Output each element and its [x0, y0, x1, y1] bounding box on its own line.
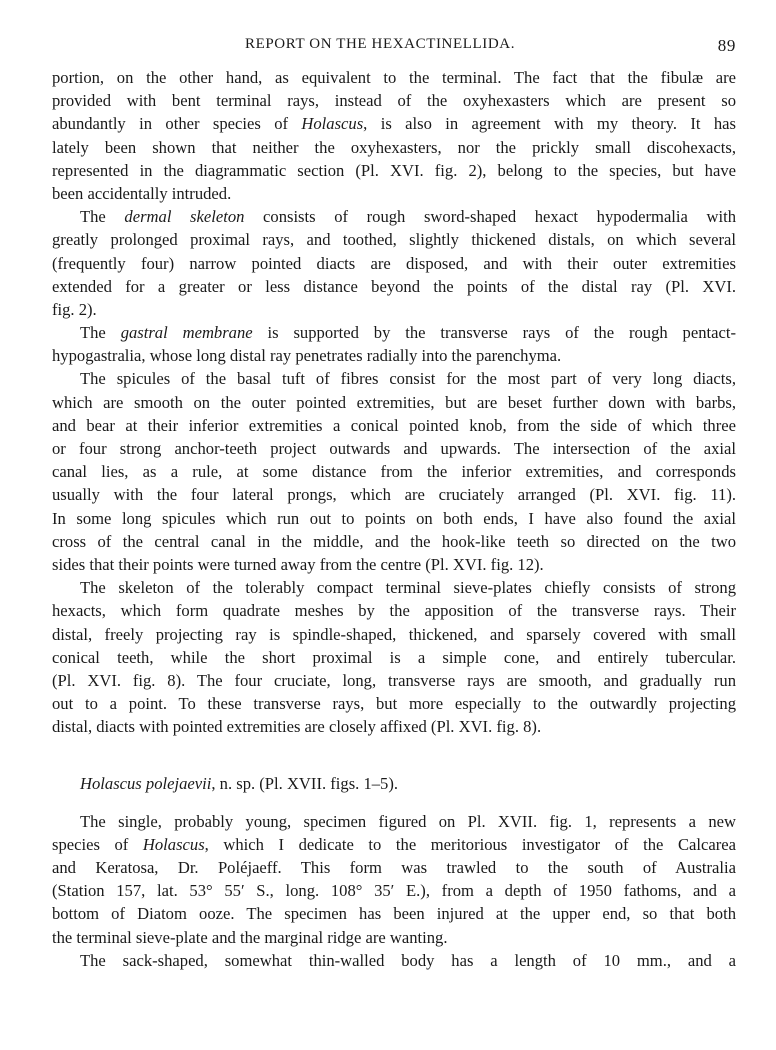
text-line: In some long spicules which run out to points on both ends, I have also found the axial	[52, 508, 736, 528]
text-line: distal, freely projecting ray is spindle-shaped, thickened, and sparsely covered with small	[52, 624, 736, 644]
paragraph-p1	[52, 66, 736, 205]
text-line: (frequently four) narrow pointed diacts are disposed, and with their outer extremities	[52, 253, 736, 273]
text-line: (Pl. XVI. fig. 8). The four cruciate, long, transverse rays are smooth, and gradually run	[52, 670, 736, 690]
paragraph-p7	[52, 949, 736, 972]
text-line: cross of the central canal in the middle, and the hook-like teeth so directed on the two	[52, 531, 736, 551]
text-line: The sack-shaped, somewhat thin-walled body has a length of 10 mm., and a	[80, 950, 736, 970]
text-line: The gastral membrane is supported by the transverse rays of the rough pentact-	[80, 323, 736, 343]
body-text	[52, 66, 736, 972]
text-line: abundantly in other species of Holascus, is also in agreement with my theory. It has	[52, 114, 737, 134]
running-header	[52, 36, 736, 58]
text-line: portion, on the other hand, as equivalent to the terminal. The fact that the fibulæ are	[52, 68, 736, 87]
text-line: distal, diacts with pointed extremities are closely affixed (Pl. XVI. fig. 8).	[52, 717, 542, 737]
text-line: The skeleton of the tolerably compact terminal sieve-plates chiefly consists of strong	[80, 578, 736, 598]
text-line: species of Holascus, which I dedicate to the meritorious investigator of the Calcarea	[52, 834, 736, 854]
text-line: hypogastralia, whose long distal ray penetrates radially into the parenchyma.	[52, 346, 562, 366]
paragraph-p2	[52, 205, 736, 321]
text-line: lately been shown that neither the oxyhexasters, nor the prickly small discohexacts,	[52, 137, 736, 157]
paragraph-p4	[52, 367, 736, 576]
italic-term: dermal skeleton	[124, 207, 245, 227]
text-line: extended for a greater or less distance beyond the points of the distal ray (Pl. XVI.	[52, 276, 736, 296]
text-line: hexacts, which form quadrate meshes by the apposition of the transverse rays. Their	[52, 601, 736, 621]
text-line: bottom of Diatom ooze. The specimen has been injured at the upper end, so that both	[52, 904, 736, 924]
text-line: provided with bent terminal rays, instead of the oxyhexasters which are present so	[52, 91, 736, 111]
text-line: conical teeth, while the short proximal is a simple cone, and entirely tubercular.	[52, 647, 736, 667]
text-line: represented in the diagrammatic section (Pl. XVI. fig. 2), belong to the species, but have	[52, 160, 736, 180]
text-line: The single, probably young, specimen figured on Pl. XVII. fig. 1, represents a new	[80, 811, 736, 831]
paragraph-p3	[52, 321, 736, 367]
spacer	[52, 796, 736, 810]
page-number: 89	[717, 36, 736, 55]
text-line: sides that their points were turned away from the centre (Pl. XVI. fig. 12).	[52, 554, 544, 574]
text-line: the terminal sieve-plate and the marginal ridge are wanting.	[52, 927, 448, 947]
text-line: been accidentally intruded.	[52, 183, 232, 203]
text-line: out to a point. To these transverse rays, but more especially to the outwardly projecting	[52, 694, 736, 714]
paragraph-p5	[52, 576, 736, 738]
text-line: usually with the four lateral prongs, which are cruciately arranged (Pl. XVI. fig. 11).	[52, 485, 736, 505]
text-line: (Station 157, lat. 53° 55′ S., long. 108° 35′ E.), from a depth of 1950 fathoms, and a	[52, 881, 736, 901]
paragraph-p6	[52, 810, 736, 949]
italic-term: gastral membrane	[120, 323, 253, 343]
italic-term: Holascus	[301, 114, 364, 134]
text-line: canal lies, as a rule, at some distance from the inferior extremities, and corresponds	[52, 462, 736, 482]
text-line: fig. 2).	[52, 299, 97, 319]
text-line: which are smooth on the outer pointed extremities, but are beset further down with barbs,	[52, 392, 736, 412]
text-line: and bear at their inferior extremities a conical pointed knob, from the side of which three	[52, 415, 736, 435]
text-line: or four strong anchor-teeth project outwards and upwards. The intersection of the axial	[52, 439, 736, 458]
species-heading: Holascus polejaevii, n. sp. (Pl. XVII. figs. 1–5).	[80, 774, 399, 794]
text-line: The dermal skeleton consists of rough sword-shaped hexact hypodermalia with	[80, 207, 737, 227]
text-line: greatly prolonged proximal rays, and toothed, slightly thickened distals, on which several	[52, 230, 736, 250]
running-title: REPORT ON THE HEXACTINELLIDA.	[245, 36, 516, 52]
italic-term: Holascus	[142, 834, 205, 854]
spacer	[52, 738, 736, 772]
text-line: The spicules of the basal tuft of fibres consist for the most part of very long diacts,	[80, 369, 736, 389]
species-name: Holascus polejaevii	[80, 774, 212, 794]
text-line: and Keratosa, Dr. Poléjaeff. This form was trawled to the south of Australia	[52, 858, 736, 877]
